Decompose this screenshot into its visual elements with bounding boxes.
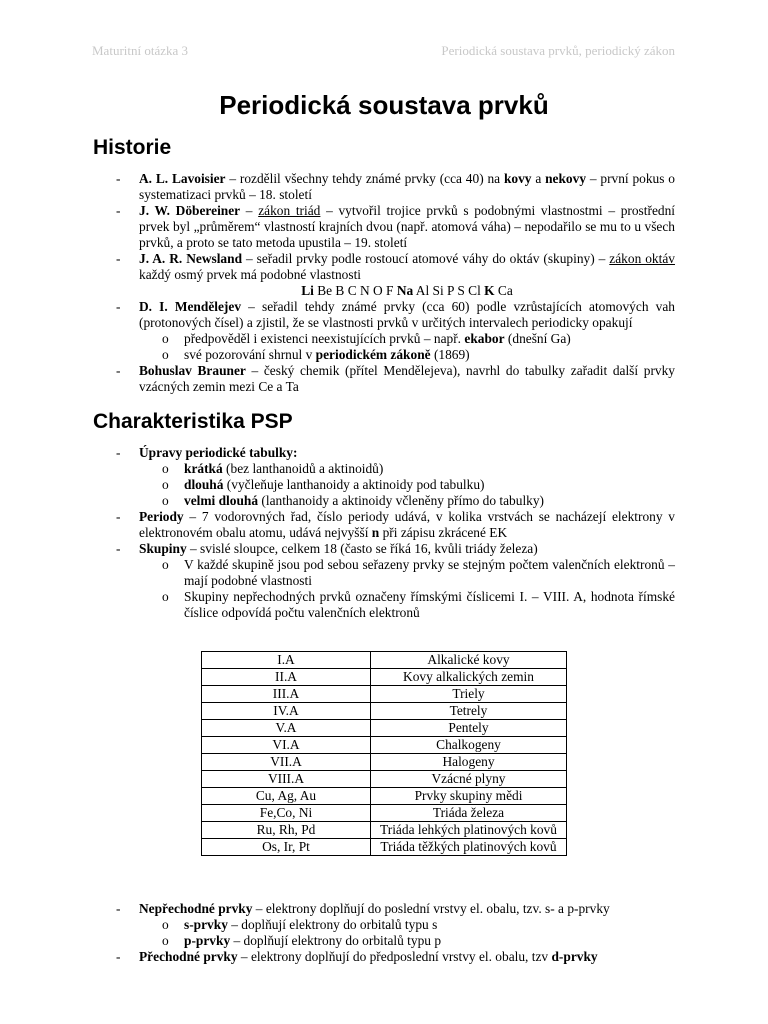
term: krátká: [184, 461, 223, 476]
term: Přechodné prvky: [139, 949, 238, 964]
group-cell: VII.A: [202, 754, 371, 771]
text: – svislé sloupce, celkem 18 (často se říká 16, kvůli triády železa): [186, 541, 538, 556]
page-title: Periodická soustava prvků: [219, 90, 549, 120]
group-name-cell: Halogeny: [371, 754, 567, 771]
group-cell: Cu, Ag, Au: [202, 788, 371, 805]
text: – elektrony doplňují do předposlední vrstvy el. obalu, tzv: [237, 949, 552, 964]
sub-item: o své pozorování shrnul v periodickém zákoně (1869): [162, 347, 470, 362]
text: – elektrony doplňují do poslední vrstvy el. obalu, tzv. s- a p-prvky: [252, 901, 610, 916]
group-name-cell: Alkalické kovy: [371, 652, 567, 669]
group-cell: I.A: [202, 652, 371, 669]
term: dlouhá: [184, 477, 224, 492]
text: – 7 vodorovných řad, číslo periody udává, v kolika vrstvách se nacházejí elektrony v elektronovém obalu atomu, udává nejvyšší: [139, 509, 675, 540]
text: – doplňují elektrony do orbitalů typu s: [227, 917, 438, 932]
header-right: Periodická soustava prvků, periodický zákon: [441, 43, 675, 58]
list-item-mendelejev: - D. I. Mendělejev – seřadil tehdy známé prvky (cca 60) podle vzrůstajících atomových vah (protonových čísel) a zjistil, že se vlastnosti prvků v určitých intervalech periodicky opakují: [116, 299, 675, 330]
text: – první pokus o systematizaci prvků – 18. století: [139, 171, 675, 202]
list-item-skupiny: - Skupiny – svislé sloupce, celkem 18 (často se říká 16, kvůli triády železa): [116, 541, 538, 556]
table-row: [202, 737, 567, 754]
header-left: Maturitní otázka 3: [92, 43, 189, 58]
group-cell: VIII.A: [202, 771, 371, 788]
text: při zápisu zkrácené EK: [379, 525, 508, 540]
group-name-cell: Prvky skupiny mědi: [371, 788, 567, 805]
group-cell: Fe,Co, Ni: [202, 805, 371, 822]
text: (vyčleňuje lanthanoidy a aktinoidy pod tabulku): [223, 477, 485, 492]
group-cell: Os, Ir, Pt: [202, 839, 371, 856]
person-name: Bohuslav Brauner: [139, 363, 246, 378]
groups-table: [201, 651, 567, 856]
term: d-prvky: [551, 949, 598, 964]
group-name-cell: Triely: [371, 686, 567, 703]
term: Nepřechodné prvky: [139, 901, 253, 916]
sub-item: o s-prvky – doplňují elektrony do orbitalů typu s: [162, 917, 438, 932]
table-row: [202, 771, 567, 788]
table-row: [202, 652, 567, 669]
text: (lanthanoidy a aktinoidy včleněny přímo do tabulky): [258, 493, 545, 508]
text: Skupiny nepřechodných prvků označeny římskými číslicemi I. – VIII. A, hodnota římské číslice odpovídá počtu valenčních elektronů: [184, 589, 675, 620]
group-cell: V.A: [202, 720, 371, 737]
table-row: [202, 669, 567, 686]
list-item-upravy: - Úpravy periodické tabulky:: [116, 445, 298, 460]
term: zákon oktáv: [609, 251, 675, 266]
group-name-cell: Chalkogeny: [371, 737, 567, 754]
term: nekovy: [545, 171, 587, 186]
person-name: D. I. Mendělejev: [139, 299, 242, 314]
sub-item: o předpověděl i existenci neexistujících prvků – např. ekabor (dnešní Ga): [162, 331, 571, 346]
group-cell: II.A: [202, 669, 371, 686]
term: Periody: [139, 509, 184, 524]
group-name-cell: Triáda lehkých platinových kovů: [371, 822, 567, 839]
term: Skupiny: [139, 541, 187, 556]
text: (dnešní Ga): [504, 331, 571, 346]
list-item-newsland: - J. A. R. Newsland – seřadil prvky podle rostoucí atomové váhy do oktáv (skupiny) – zákon oktáv každý osmý prvek má podobné vlastnosti: [116, 251, 675, 282]
table-row: [202, 788, 567, 805]
text: každý osmý prvek má podobné vlastnosti: [139, 267, 362, 282]
text: – seřadil tehdy známé prvky (cca 60) podle vzrůstajících atomových vah (protonových čísel) a zjistil, že se vlastnosti prvků v určitých intervalech periodicky opakují: [139, 299, 675, 330]
text: své pozorování shrnul v: [184, 347, 316, 362]
group-cell: IV.A: [202, 703, 371, 720]
element-symbol: Na: [396, 283, 414, 298]
sub-item: o Skupiny nepřechodných prvků označeny římskými číslicemi I. – VIII. A, hodnota římské číslice odpovídá počtu valenčních elektronů: [162, 589, 675, 620]
text: – doplňují elektrony do orbitalů typu p: [230, 933, 442, 948]
element-symbols: Be B C N O F: [313, 283, 397, 298]
text: (bez lanthanoidů a aktinoidů): [222, 461, 384, 476]
sub-item: o krátká (bez lanthanoidů a aktinoidů): [162, 461, 384, 476]
sub-item: o velmi dlouhá (lanthanoidy a aktinoidy včleněny přímo do tabulky): [162, 493, 545, 508]
text: V každé skupině jsou pod sebou seřazeny prvky se stejným počtem valenčních elektronů – mají podobné vlastnosti: [184, 557, 675, 588]
table-row: [202, 754, 567, 771]
table-row: [202, 822, 567, 839]
person-name: J. W. Döbereiner: [139, 203, 241, 218]
element-symbols: Al Si P S Cl: [413, 283, 485, 298]
element-symbol: K: [484, 283, 495, 298]
text: (1869): [430, 347, 470, 362]
term: periodickém zákoně: [315, 347, 431, 362]
person-name: J. A. R. Newsland: [139, 251, 243, 266]
term: velmi dlouhá: [184, 493, 259, 508]
list-item-periody: - Periody – 7 vodorovných řad, číslo periody udává, v kolika vrstvách se nacházejí elektrony v elektronovém obalu atomu, udává nejvyšší n při zápisu zkrácené EK: [116, 509, 675, 540]
list-item-dobereiner: - J. W. Döbereiner – zákon triád – vytvořil trojice prvků s podobnými vlastnostmi – prostřední prvek byl „průměrem“ vlastností krajních dvou (např. atomová váha) – nepodařilo se mu to u všech prvků, a proto se tato metoda upustila – 19. století: [116, 203, 676, 250]
group-name-cell: Tetrely: [371, 703, 567, 720]
sub-item: o p-prvky – doplňují elektrony do orbitalů typu p: [162, 933, 442, 948]
group-cell: VI.A: [202, 737, 371, 754]
group-name-cell: Vzácné plyny: [371, 771, 567, 788]
group-name-cell: Triáda těžkých platinových kovů: [371, 839, 567, 856]
element-symbol: Li: [301, 283, 314, 298]
section-heading-historie: Historie: [93, 136, 172, 159]
term: zákon triád: [258, 203, 321, 218]
term: n: [371, 525, 380, 540]
bottom-list: [92, 901, 675, 965]
table-row: [202, 839, 567, 856]
table-row: [202, 805, 567, 822]
term: kovy: [503, 171, 532, 186]
person-name: A. L. Lavoisier: [139, 171, 226, 186]
text: –: [240, 203, 259, 218]
sub-item: o dlouhá (vyčleňuje lanthanoidy a aktinoidy pod tabulku): [162, 477, 485, 492]
list-item-prechodne: - Přechodné prvky – elektrony doplňují do předposlední vrstvy el. obalu, tzv d-prvky: [116, 949, 598, 964]
octave-row: [92, 283, 675, 299]
group-name-cell: Triáda železa: [371, 805, 567, 822]
historie-list: [92, 171, 675, 395]
text: předpověděl i existenci neexistujících prvků – např.: [184, 331, 465, 346]
list-item-lavoisier: - A. L. Lavoisier – rozdělil všechny tehdy známé prvky (cca 40) na kovy a nekovy – první pokus o systematizaci prvků – 18. století: [116, 171, 675, 202]
term: p-prvky: [184, 933, 231, 948]
text: – rozdělil všechny tehdy známé prvky (cca 40) na: [225, 171, 504, 186]
text: – vytvořil trojice prvků s podobnými vlastnostmi – prostřední prvek byl „průměrem“ vlastností krajních dvou (např. atomová váha) – nepodařilo se mu to u všech prvků, a proto se tato metoda upustila – 19. století: [139, 203, 676, 250]
term: s-prvky: [184, 917, 228, 932]
list-item-brauner: - Bohuslav Brauner – český chemik (přítel Mendělejeva), navrhl do tabulky zařadit další prvky vzácných zemin mezi Ce a Ta: [116, 363, 676, 394]
text: – český chemik (přítel Mendělejeva), navrhl do tabulky zařadit další prvky vzácných zemin mezi Ce a Ta: [139, 363, 676, 394]
element-symbols: Ca: [494, 283, 513, 298]
group-cell: III.A: [202, 686, 371, 703]
section-heading-charakteristika: Charakteristika PSP: [93, 410, 293, 433]
term: ekabor: [464, 331, 505, 346]
text: a: [531, 171, 546, 186]
sub-item: o V každé skupině jsou pod sebou seřazeny prvky se stejným počtem valenčních elektronů – mají podobné vlastnosti: [162, 557, 675, 588]
group-cell: Ru, Rh, Pd: [202, 822, 371, 839]
table-row: [202, 720, 567, 737]
list-item-neprechodne: - Nepřechodné prvky – elektrony doplňují do poslední vrstvy el. obalu, tzv. s- a p-prvky: [116, 901, 610, 916]
text: – seřadil prvky podle rostoucí atomové váhy do oktáv (skupiny) –: [242, 251, 610, 266]
charakteristika-list: [92, 445, 675, 621]
group-name-cell: Kovy alkalických zemin: [371, 669, 567, 686]
group-name-cell: Pentely: [371, 720, 567, 737]
table-row: [202, 686, 567, 703]
table-row: [202, 703, 567, 720]
item-title: Úpravy periodické tabulky:: [139, 445, 298, 460]
